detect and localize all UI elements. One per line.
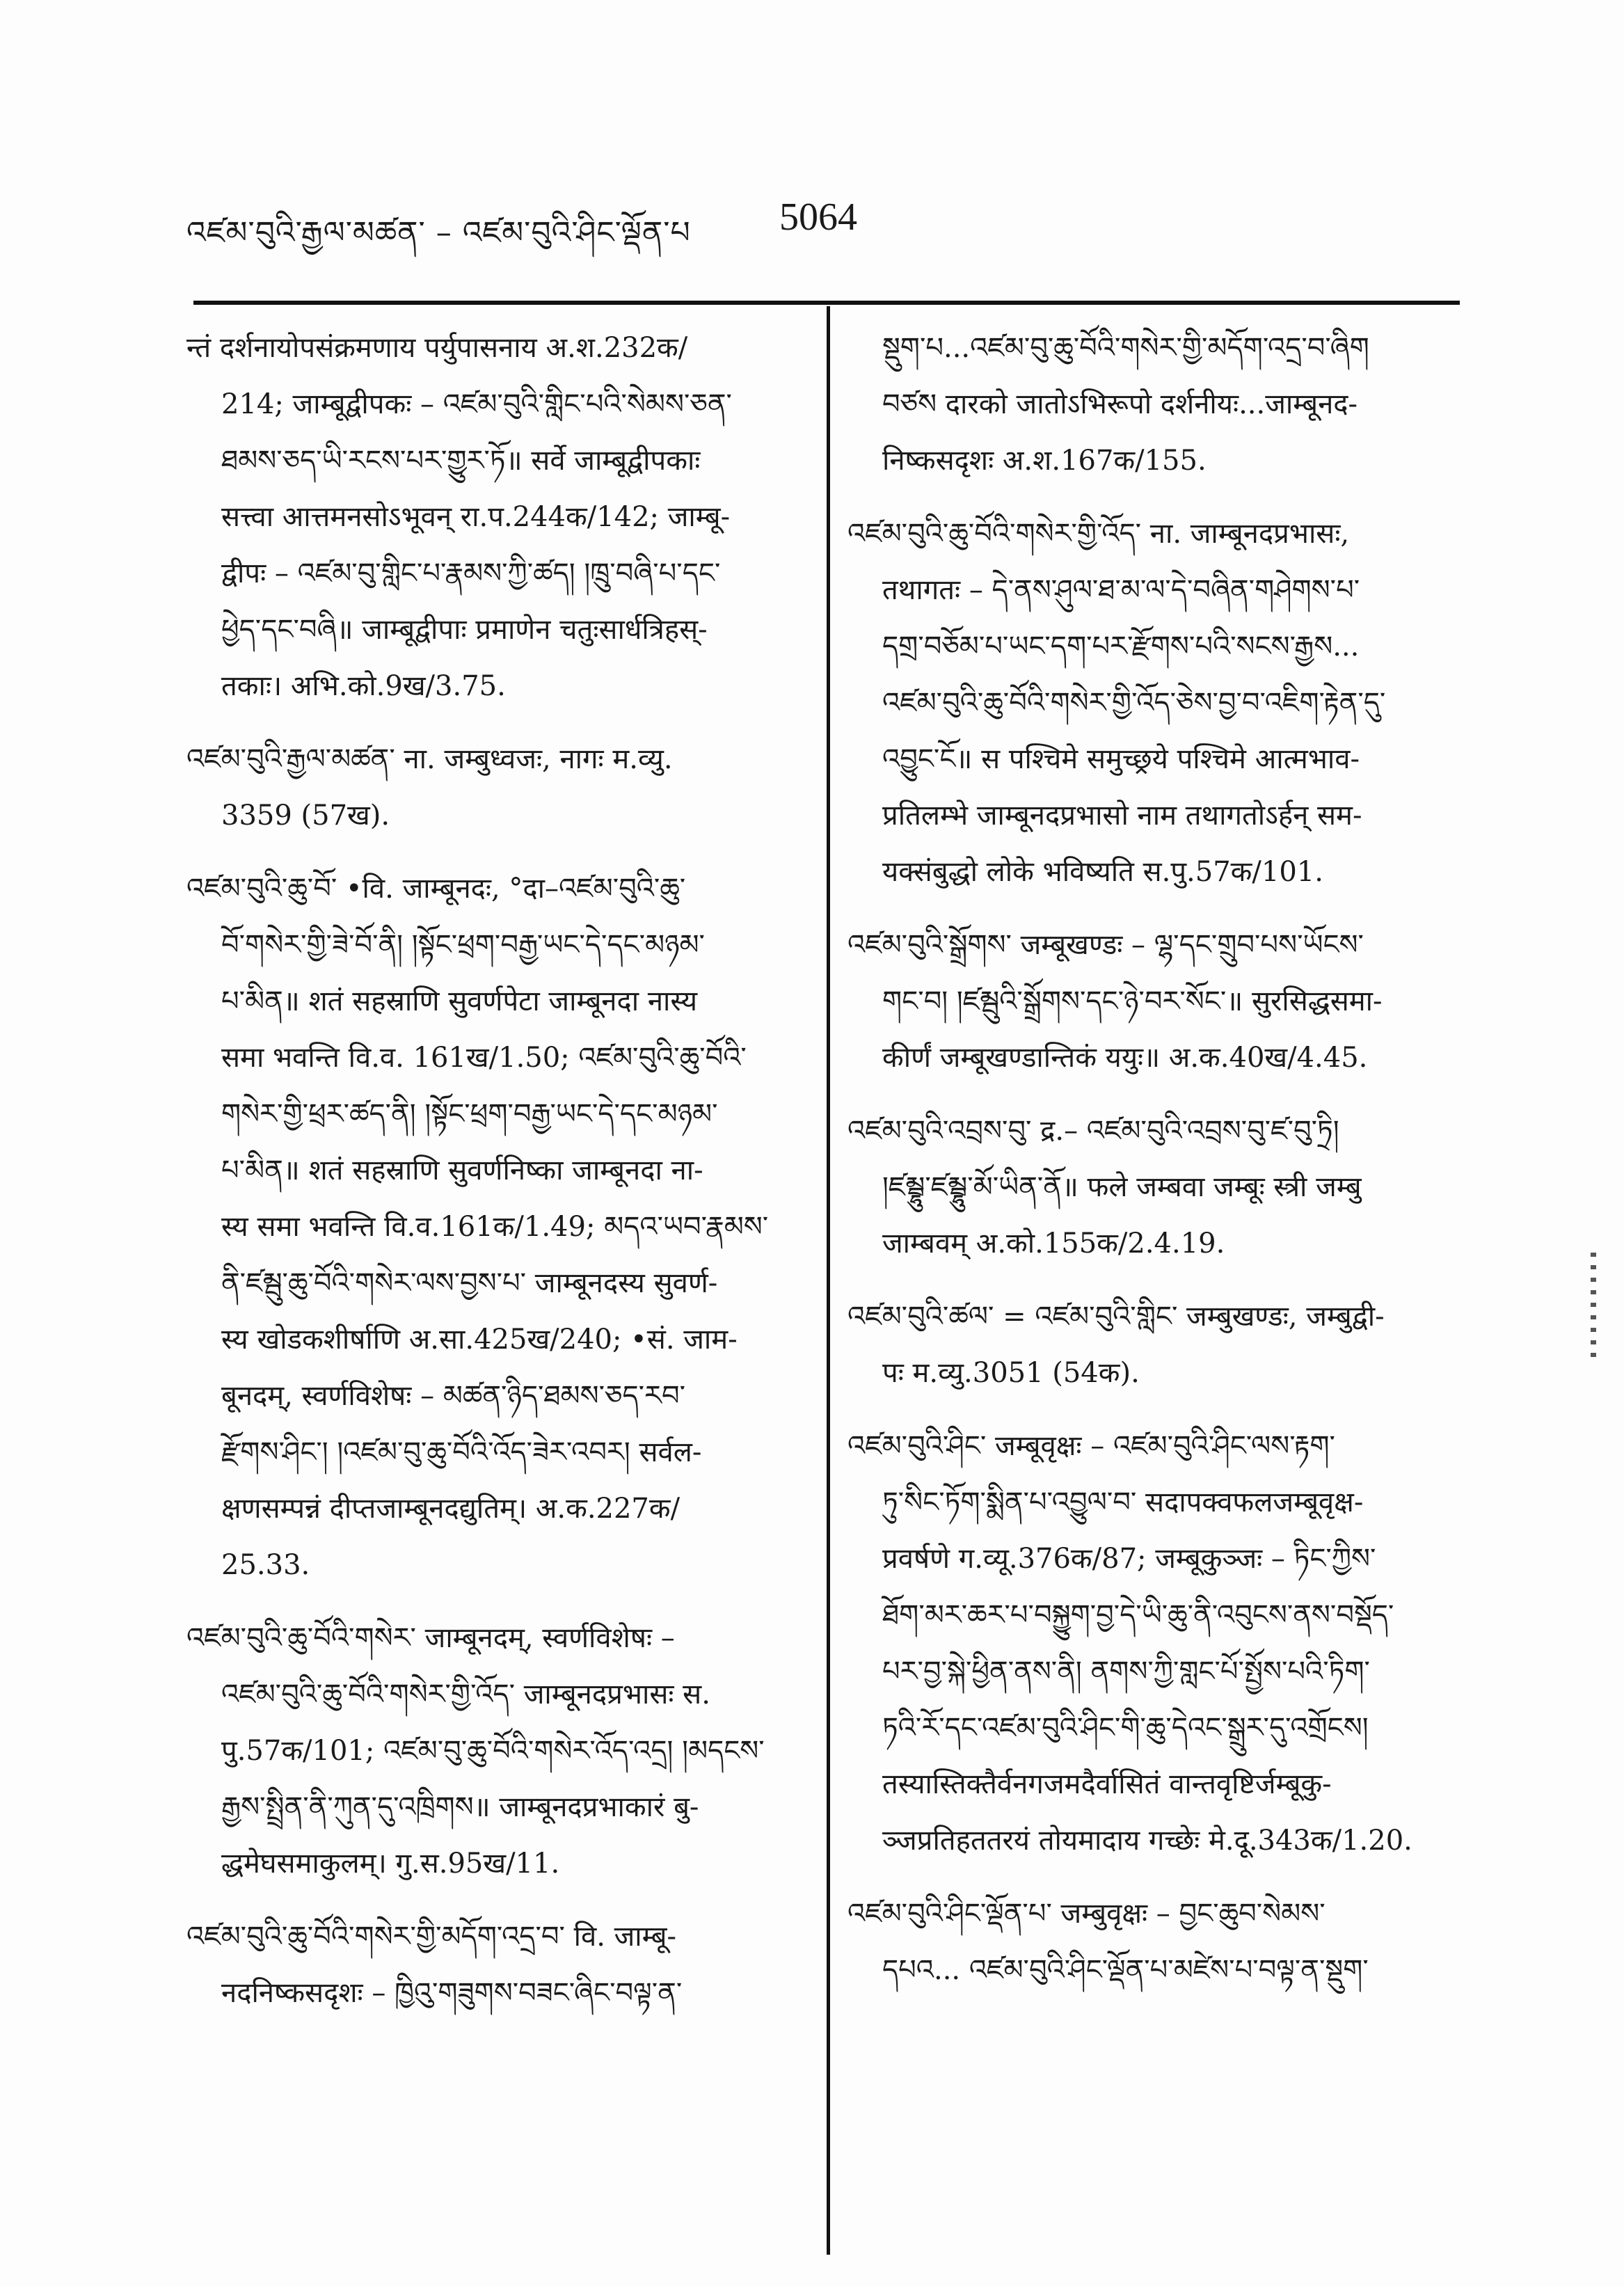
entry-line: क्षणसम्पन्नं दीप्तजाम्बूनदद्युतिम्। अ.क.227क/ [221, 1493, 680, 1525]
left-column [186, 320, 813, 2038]
entry-line: ཏའི་རོ་དང་འཛམ་བུའི་ཤིང་གི་ཆུ་དེའང་སྒྲུར་དུ་འགྲོངས། [882, 1712, 1369, 1744]
entry-line: तकाः। अभि.को.9ख/3.75. [221, 670, 506, 702]
entry-line: द्धमेघसमाकुलम्। गु.स.95ख/11. [221, 1848, 560, 1880]
entry-line: ཐོག་མར་ཆར་པ་བསྐྱུག་བྱ་དེ་ཡི་ཆུ་ནི་འབུངས་ནས་བསྡོད་ [882, 1599, 1394, 1631]
entry-line: 214; जाम्बूद्वीपकः – འཛམ་བུའི་གླིང་པའི་སེམས་ཅན་ [221, 388, 732, 420]
dictionary-entry [186, 320, 813, 715]
dictionary-entry [847, 917, 1467, 1086]
dictionary-entry [847, 1886, 1467, 1999]
entry-line: तस्यास्तिक्तैर्वनगजमदैर्वासितं वान्तवृष्टिर्जम्बूकु- [882, 1768, 1332, 1800]
entry-line: स्य समा भवन्ति वि.व.161क/1.49; མདའ་ཡབ་རྣམས་ [221, 1211, 769, 1243]
entry-line: རྒྱས་སྤྲིན་ནི་ཀུན་དུ་འཁྲིགས॥ जाम्बूनदप्रभाकारं बु- [221, 1791, 699, 1823]
entry-line: ནི་ཛམྦུ་ཆུ་བོའི་གསེར་ལས་བྱས་པ་ जाम्बूनदस्य सुवर्ण- [221, 1267, 718, 1299]
dictionary-entry [847, 320, 1467, 489]
entry-headword-line: འཛམ་བུའི་འབྲས་བུ་ द्र.– འཛམ་བུའི་འབྲས་བུ་ཛ་བུ་ཏྲི། [847, 1115, 1339, 1147]
entry-line: ཏུ་སིང་ཏོག་སྨིན་པ་འབྱུལ་བ་ सदापक्वफलजम्बूवृक्ष- [882, 1486, 1364, 1518]
entry-line: དགྲ་བཅོམ་པ་ཡང་དག་པར་རྫོགས་པའི་སངས་རྒྱས... [882, 630, 1360, 662]
entry-headword-line: འཛམ་བུའི་ཆུ་བོའི་གསེར་གྱི་མདོག་འདྲ་བ་ वि. जाम्बू- [186, 1921, 677, 1953]
entry-headword-line: འཛམ་བུའི་སྒྲོགས་ जम्बूखण्डः – ལྷ་དང་གྲུབ་པས་ཡོངས་ [847, 929, 1364, 961]
column-divider [827, 306, 830, 2255]
dictionary-entry [847, 1289, 1467, 1402]
entry-line: པར་བྱ་སྐེ་ཕྱིན་ནས་ནི། ནགས་ཀྱི་གླང་པོ་སྤྱོས་པའི་ཏིག་ [882, 1656, 1370, 1688]
right-column [847, 320, 1467, 2015]
entry-line: པ་མིན॥ शतं सहस्राणि सुवर्णनिष्का जाम्बूनदा ना- [221, 1154, 703, 1186]
entry-headword-line: འཛམ་བུའི་ཆུ་བོ་ •वि. जाम्बूनदः, °दा–འཛམ་བུའི་ཆུ་ [186, 873, 686, 905]
entry-line: བཙས दारको जातोऽभिरूपो दर्शनीयः...जाम्बूनद- [882, 388, 1358, 420]
entry-line: तथागतः – དེ་ནས་ཤུལ་ཐ་མ་ལ་དེ་བཞིན་གཤེགས་པ་ [882, 574, 1360, 606]
margin-mark [1591, 1253, 1596, 1364]
entry-line: འཛམ་བུའི་ཆུ་བོའི་གསེར་གྱི་འོད་ जाम्बूनदप्रभासः स. [221, 1678, 710, 1710]
entry-line: སྡུག་པ...འཛམ་བུ་ཆུ་བོའི་གསེར་གྱི་མདོག་འདྲ་བ་ཞིག [882, 332, 1369, 364]
entry-line: ཕྱེད་དང་བཞི॥ जाम्बूद्वीपाः प्रमाणेन चतुःसार्धत्रिहस्- [221, 614, 708, 646]
entry-headword-line: འཛམ་བུའི་ཤིང་ जम्बूवृक्षः – འཛམ་བུའི་ཤིང་ལས་རྟག་ [847, 1430, 1335, 1462]
entry-line: འཛམ་བུའི་ཆུ་བོའི་གསེར་གྱི་འོད་ཅེས་བྱ་བ་འཇིག་རྟེན་དུ་ [882, 687, 1386, 719]
dictionary-entry [186, 731, 813, 844]
entry-line: नदनिष्कसदृशः – ཁྱིའུ་གཟུགས་བཟང་ཞིང་བལྟ་ན་ [221, 1977, 683, 2009]
entry-line: རྫོགས་ཤིང་། །འཛམ་བུ་ཆུ་བོའི་འོད་ཟེར་འབར། सर्वल- [221, 1436, 702, 1468]
page-number: 5064 [779, 196, 857, 239]
entry-line: जाम्बवम् अ.को.155क/2.4.19. [882, 1228, 1225, 1260]
entry-line: पु.57क/101; འཛམ་བུ་ཆུ་བོའི་གསེར་འོད་འདྲ། །མདངས་ [221, 1735, 765, 1767]
entry-line: स्य खोडकशीर्षाणि अ.सा.425ख/240; •सं. जाम- [221, 1324, 738, 1356]
entry-headword-line: འཛམ་བུའི་ཆུ་བོའི་གསེར་ जाम्बूनदम्, स्वर्णविशेषः – [186, 1622, 675, 1654]
entry-headword-line: འཛམ་བུའི་རྒྱལ་མཚན་ ना. जम्बुध्वजः, नागः म.व्यु. [186, 743, 673, 775]
entry-headword-line: འཛམ་བུའི་ཚལ་ = འཛམ་བུའི་གླིང་ जम्बुखण्डः, जम्बुद्वी- [847, 1301, 1385, 1333]
entry-line: འབྱུང་ངོ॥ स पश्चिमे समुच्छ्रये पश्चिमे आत्मभाव- [882, 743, 1360, 775]
entry-headword-line: न्तं दर्शनायोपसंक्रमणाय पर्युपासनाय अ.श.232क/ [186, 332, 688, 364]
entry-line: कीर्णं जम्बूखण्डान्तिकं ययुः॥ अ.क.40ख/4.45. [882, 1042, 1368, 1074]
entry-headword-line: འཛམ་བུའི་ཆུ་བོའི་གསེར་གྱི་འོད་ ना. जाम्बूनदप्रभासः, [847, 518, 1350, 550]
entry-line: དཔའ... འཛམ་བུའི་ཤིང་ལྡོན་པ་མཛེས་པ་བལྟ་ན་སྡུག་ [882, 1954, 1369, 1986]
entry-line: 3359 (57ख). [221, 800, 390, 832]
entry-line: बूनदम्, स्वर्णविशेषः – མཚན་ཉིད་ཐམས་ཅད་རབ་ [221, 1380, 685, 1412]
entry-headword-line: འཛམ་བུའི་ཤིང་ལྡོན་པ་ जम्बुवृक्षः – བྱང་ཆུབ་སེམས་ [847, 1898, 1326, 1930]
entry-line: यक्संबुद्धो लोके भविष्यति स.पु.57क/101. [882, 856, 1323, 888]
entry-line: ཐམས་ཅད་ཡི་རངས་པར་གྱུར་ཏོ॥ सर्वे जाम्बूद्वीपकाः [221, 445, 701, 477]
entry-line: समा भवन्ति वि.व. 161ख/1.50; འཛམ་བུའི་ཆུ་བོའི་ [221, 1042, 747, 1074]
entry-line: सत्त्वा आत्तमनसोऽभूवन् रा.प.244क/142; जाम्बू- [221, 501, 731, 533]
entry-line: पः म.व्यु.3051 (54क). [882, 1357, 1140, 1389]
header-rule [193, 301, 1460, 305]
dictionary-entry [186, 1610, 813, 1892]
dictionary-entry [186, 861, 813, 1594]
entry-line: 25.33. [221, 1549, 310, 1581]
entry-line: द्वीपः – འཛམ་བུ་གླིང་པ་རྣམས་ཀྱི་ཚད། །ཁྲུ་བཞི་པ་དང་ [221, 557, 721, 589]
entry-line: ञ्जप्रतिहततरयं तोयमादाय गच्छेः मे.दू.343क/1.20. [882, 1825, 1412, 1857]
entry-line: བོ་གསེར་གྱི་ཟེ་བོ་ནི། །སྟོང་ཕྲག་བརྒྱ་ཡང་དེ་དང་མཉམ་ [221, 929, 705, 961]
entry-line: प्रतिलम्भे जाम्बूनदप्रभासो नाम तथागतोऽर्हन् सम- [882, 800, 1362, 832]
dictionary-entry [847, 1418, 1467, 1869]
entry-line: निष्कसदृशः अ.श.167क/155. [882, 445, 1207, 477]
dictionary-entry [847, 1103, 1467, 1272]
dictionary-entry [186, 1909, 813, 2022]
entry-line: གསེར་གྱི་ཕྲར་ཚད་ནི། །སྟོང་ཕྲག་བརྒྱ་ཡང་དེ་དང་མཉམ་ [221, 1098, 718, 1130]
entry-line: པ་མིན॥ शतं सहस्राणि सुवर्णपेटा जाम्बूनदा नास्य [221, 985, 698, 1017]
running-head: འཛམ་བུའི་རྒྱལ་མཚན་ – འཛམ་བུའི་ཤིང་ལྡོན་པ [186, 215, 691, 251]
entry-line: །ཛམྦྷུ་ཛམྦྷུ་མོ་ཡིན་ནོ॥ फले जम्बवा जम्बूः स्त्री जम्बु [882, 1171, 1362, 1203]
entry-line: གང་བ། །ཛམྦུའི་སྒྲོགས་དང་ཉེ་བར་སོང་॥ सुरसिद्धसमा- [882, 985, 1383, 1017]
entry-line: प्रवर्षणे ग.व्यू.376क/87; जम्बूकुञ्जः – ཏིང་ཀྱིས་ [882, 1543, 1376, 1575]
dictionary-entry [847, 506, 1467, 900]
